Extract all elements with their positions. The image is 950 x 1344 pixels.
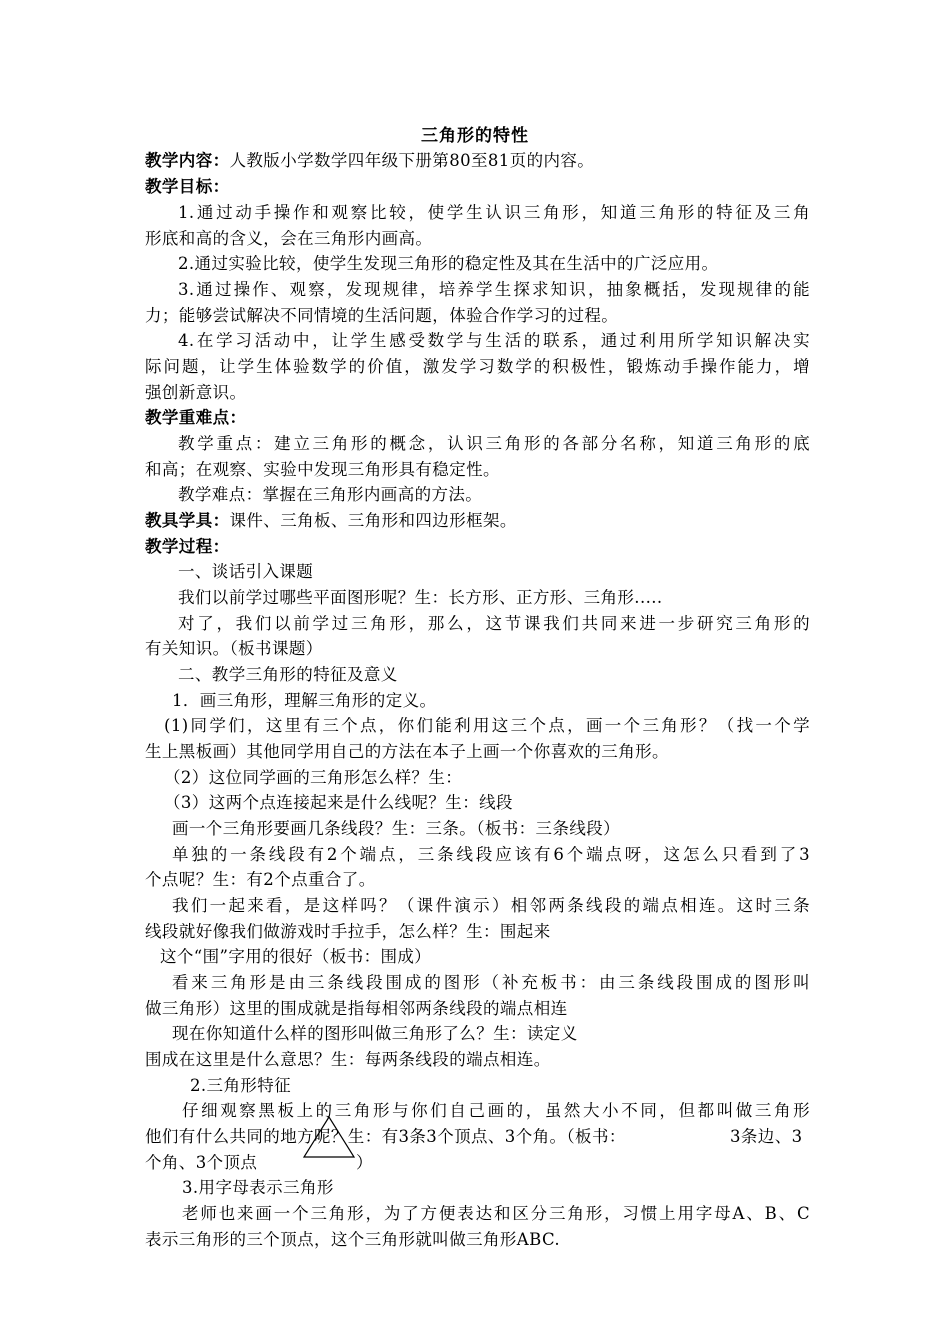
teaching-content-label: 教学内容： [145, 151, 230, 170]
teaching-tools [145, 511, 517, 533]
goal-3-line-2: 力；能够尝试解决不同情境的生活问题，体验合作学习的过程。 [145, 306, 619, 325]
section-2-item-1c: （3）这两个点连接起来是什么线呢？生：线段 [164, 793, 513, 812]
section-2-item-2a-line-2-board: 3条边、3 [730, 1127, 803, 1146]
triangle-figure [302, 1115, 356, 1159]
section-1-para-1: 我们以前学过哪些平面图形呢？生：长方形、正方形、三角形..... [178, 588, 663, 607]
goal-1-line-1: 1.通过动手操作和观察比较，使学生认识三角形，知道三角形的特征及三角 [178, 203, 810, 222]
section-2-item-2a-line-1: 仔细观察黑板上的三角形与你们自己画的，虽然大小不同，但都叫做三角形 [182, 1101, 810, 1120]
section-1-para-2-line-1: 对了，我们以前学过三角形，那么，这节课我们共同来进一步研究三角形的 [178, 614, 810, 633]
goal-1-line-2: 形底和高的含义，会在三角形内画高。 [145, 229, 433, 248]
document-title: 三角形的特性 [421, 126, 529, 146]
section-2-item-1e-line-2: 个点呢？生：有2个点重合了。 [145, 870, 376, 889]
section-2-item-2: 2.三角形特征 [190, 1076, 292, 1095]
section-2-item-1h-line-2: 做三角形）这里的围成就是指每相邻两条线段的端点相连 [145, 999, 568, 1018]
goal-4-line-3: 强创新意识。 [145, 383, 247, 402]
teaching-tools-label: 教具学具： [145, 511, 230, 530]
section-1-heading: 一、谈话引入课题 [178, 562, 314, 581]
section-2-item-1e-line-1: 单独的一条线段有2个端点，三条线段应该有6个端点呀，这怎么只看到了3 [172, 845, 810, 864]
section-2-item-1a-line-1: (1)同学们，这里有三个点，你们能利用这三个点，画一个三角形？（找一个学 [164, 716, 810, 735]
section-2-item-1f-line-2: 线段就好像我们做游戏时手拉手，怎么样？生：围起来 [145, 922, 551, 941]
key-point-line-2: 和高；在观察、实验中发现三角形具有稳定性。 [145, 460, 500, 479]
section-2-item-1b: （2）这位同学画的三角形怎么样？生： [164, 768, 463, 787]
section-2-item-3a-line-1: 老师也来画一个三角形，为了方便表达和区分三角形，习惯上用字母A、B、C [182, 1204, 810, 1223]
section-2-item-3: 3.用字母表示三角形 [182, 1178, 334, 1197]
section-2-item-2a-line-3: 个角、3个顶点 [145, 1153, 258, 1172]
section-2-heading: 二、教学三角形的特征及意义 [178, 665, 398, 684]
teaching-tools-text: 课件、三角板、三角形和四边形框架。 [229, 511, 517, 530]
section-2-item-2a-line-2: 他们有什么共同的地方呢？生：有3条3个顶点、3个角。（板书： [145, 1127, 626, 1146]
goal-4-line-2: 际问题，让学生体验数学的价值，激发学习数学的积极性，锻炼动手操作能力，增 [145, 357, 810, 376]
goals-heading: 教学目标： [145, 177, 230, 196]
section-2-item-1g: 这个“围”字用的很好（板书：围成） [160, 947, 432, 966]
keypoints-heading: 教学重难点： [145, 408, 247, 427]
section-2-item-1j: 围成在这里是什么意思？生：每两条线段的端点相连。 [145, 1050, 551, 1069]
goal-4-line-1: 4.在学习活动中，让学生感受数学与生活的联系，通过利用所学知识解决实 [178, 331, 810, 350]
section-2-item-1: 1．画三角形，理解三角形的定义。 [172, 691, 437, 710]
difficulty: 教学难点：掌握在三角形内画高的方法。 [178, 485, 483, 504]
teaching-content-text: 人教版小学数学四年级下册第80至81页的内容。 [229, 151, 595, 170]
goal-3-line-1: 3.通过操作、观察，发现规律，培养学生探求知识，抽象概括，发现规律的能 [178, 280, 810, 299]
process-heading: 教学过程： [145, 537, 230, 556]
section-2-item-1a-line-2: 生上黑板画）其他同学用自己的方法在本子上画一个你喜欢的三角形。 [145, 742, 669, 761]
key-point-line-1: 教学重点：建立三角形的概念，认识三角形的各部分名称，知道三角形的底 [178, 434, 810, 453]
teaching-content [145, 151, 594, 173]
section-2-item-3a-line-2: 表示三角形的三个顶点，这个三角形就叫做三角形ABC. [145, 1230, 561, 1249]
section-2-item-1f-line-1: 我们一起来看，是这样吗？（课件演示）相邻两条线段的端点相连。这时三条 [172, 896, 810, 915]
goal-2: 2.通过实验比较，使学生发现三角形的稳定性及其在生活中的广泛应用。 [178, 254, 719, 273]
section-2-item-1h-line-1: 看来三角形是由三条线段围成的图形（补充板书：由三条线段围成的图形叫 [172, 973, 810, 992]
section-2-item-2a-line-3-end: ） [356, 1153, 373, 1172]
section-1-para-2-line-2: 有关知识。（板书课题） [145, 639, 323, 658]
section-2-item-1i: 现在你知道什么样的图形叫做三角形了么？生：读定义 [172, 1024, 578, 1043]
section-2-item-1d: 画一个三角形要画几条线段？生：三条。（板书：三条线段） [172, 819, 621, 838]
